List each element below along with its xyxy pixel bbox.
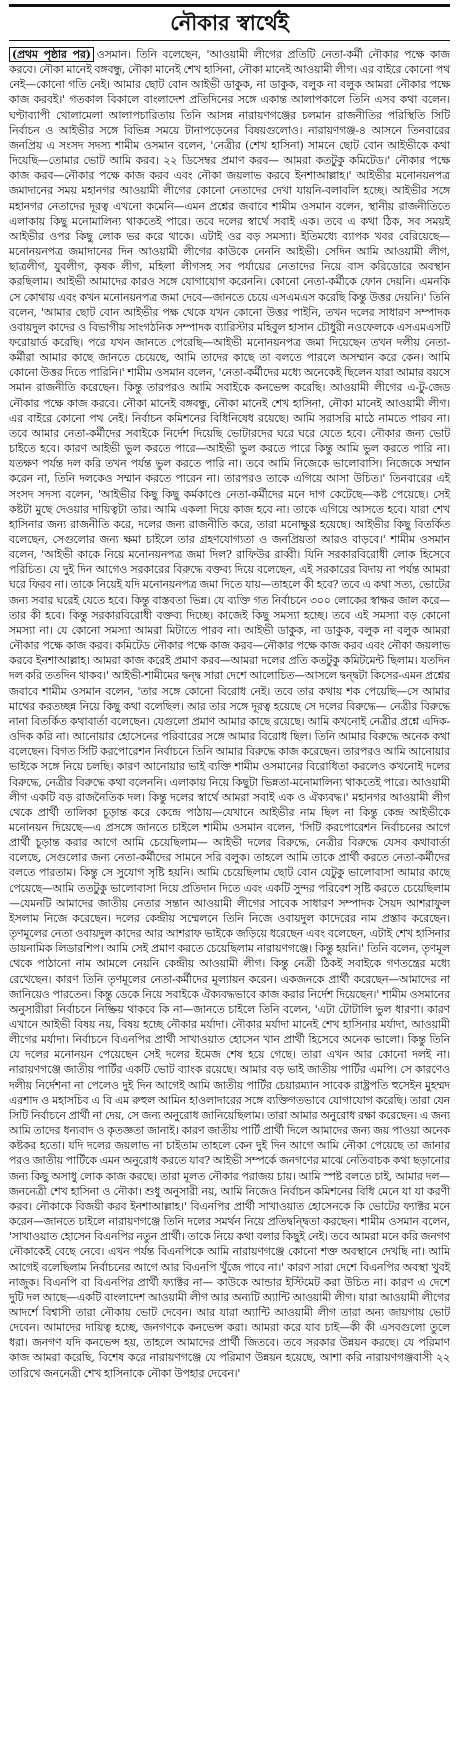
- headline-box: [9, 4, 450, 41]
- headline: নৌকার স্বার্থেই: [170, 11, 289, 35]
- page: [9, 0, 450, 1381]
- continued-label: (প্রথম পৃষ্ঠার পর): [9, 47, 94, 62]
- paragraph-text: ওসমান। তিনি বলেছেন, 'আওয়ামী লীগের প্রতিটি নেতা-কর্মী নৌকার পক্ষে কাজ করবে। নৌকা মানেই বঙ্গবন্ধু, নৌকা মানেই শেখ হাসিনা, নৌকা মানেই আওয়ামী লীগ। এর বাইরে কোনো পথ নেই—কোনো গতি নেই। আমার ছোট বোন আইভী ডাকুক, না ডাকুক, বলুক না বলুক আমরা নৌকার পক্ষে কাজ করবই।' গতকাল বিকালে বাংলাদেশ প্রতিদিনের সঙ্গে একান্ত আলাপকালে তিনি এসব কথা বলেন। ঘণ্টাব্যাপী খোলামেলা আলাপচারিতায় তিনি আসন্ন নারায়ণগঞ্জের চলমান রাজনীতির পরিস্থিতি সিটি নির্বাচন ও আইভীর সঙ্গে বিভিন্ন সময়ে টানাপড়েনের বিষয়গুলোও। নারায়ণগঞ্জ-৪ আসনে তিনবারের জনপ্রিয় এ সংসদ সদস্য শামীম ওসমান বলেন, 'নেত্রীর (শেখ হাসিনা) সামনে ছোট বোন আইভীকে কথা দিয়েছি—তোমার ভোট আমি করব। ২২ ডিসেম্বর প্রমাণ করব— আমরা কতটুকু কমিটেড।' নৌকার পক্ষে কাজ করব—নৌকার পক্ষে কাজ করব এবং নৌকা জয়লাভ করবে ইনশাআল্লাহ।' আইভীর মনোনয়নপত্র জমাদানের সময় মহানগর আওয়ামী লীগের কোনো নেতাদের দেখা যায়নি-বলাবলি হচ্ছে। আইভীর সঙ্গে মহানগর নেতাদের দূরত্ব এখনো কমেনি—এমন প্রশ্নের জবাবে শামীম ওসমান বলেন, স্থানীয় রাজনীতিতে এলাকায় কিছু মনোমালিন্য থাকতেই পারে। তবে দলের স্বার্থে সবাই এক। তবে এ কথা ঠিক, সব সময়ই আইভীর ওপর কিছু লোক ভর করে থাকে। এটাই ওর বড় সমস্যা। ইতিমধ্যে ব্যাপক খবর বেরিয়েছে—মনোনয়নপত্র জমাদানের দিন আওয়ামী লীগের কাউকে নেননি আইভী। সেদিন আমি আওয়ামী লীগ, ছাত্রলীগ, যুবলীগ, কৃষক লীগ, মহিলা লীগসহ সব পর্যায়ের নেতাদের নিয়ে বাস করিডোরে অবস্থান করছিলাম। আইভী আমাদের কারও সঙ্গে যোগাযোগ করেননি। কোনো নেতা-কর্মীকে ফোন দেয়নি। এমনকি সে কোথায় এবং কখন মনোনয়নপত্র জমা দেবে—জানতে চেয়ে এসএমএস করেছি কিন্তু উত্তর দেয়নি।' তিনি বলেন, 'আমার ছোট বোন আইভীর পক্ষ থেকে যখন কোনো উত্তর পাইনি, তখন দলের সাধারণ সম্পাদক ওবায়দুল কাদের ও বিভাগীয় সাংগঠনিক সম্পাদক ব্যারিস্টার মহিবুল হাসান চৌধুরী নওফেলকে এসএমএসটি ফরোয়ার্ড করেছি। পরে যখন জানতে পেরেছি—আইভী মনোনয়নপত্র জমা দিয়েছেন তখন দলীয় নেতা-কর্মীরা আমার কাছে জানতে চেয়েছে, আমি তাদের কাছে তা বলতে পারলে অসম্মান করে কেন। আমি কোনো উত্তর দিতে পারিনি।' শামীম ওসমান বলেন, 'নেতা-কর্মীদের মধ্যে অনেকেই ছিলেন যারা আমার বয়সে সমান রাজনীতি করেছেন। কিন্তু তারপরও আমি সবাইকে কনভেন্স করেছি। আওয়ামী লীগের এ-টু-জেড নৌকার পক্ষে কাজ করবে। নৌকা মানেই বঙ্গবন্ধু, নৌকা মানেই শেখ হাসিনা, নৌকা মানেই আওয়ামী লীগ। এর বাইরে কোনো পথ নেই। নির্বাচন কমিশনের বিধিনিষেধ রয়েছে। আমি সরাসরি মাঠে নামতে পারব না। তবে আমার নেতা-কর্মীদের সবাইকে নির্দেশ দিয়েছি ভোটারদের ঘরে ঘরে যেতে হবে। নৌকার জন্য ভোট চাইতে হবে। কারণ আইভী ভুল করতে পারে—আইভী ভুল করতে পারে কিন্তু আমি ভুল করতে পারি না। যতক্ষণ পর্যন্ত দল করি তখন পর্যন্ত ভুল করতে পারি না। তবে আমি নিজেকে ভালোবাসি। নিজেকে সম্মান করেন না, তিনি দলকেও সম্মান করতে পারেন না। তারপরও তাকে এগিয়ে আসা উচিত।' তিনবারের এই সংসদ সদস্য বলেন, 'আইভীর কিছু কিছু কর্মকাণ্ডে নেতা-কর্মীদের মনে দাগ কেটেছে—কষ্ট পেয়েছে। সেই কষ্টটা মুছে দেওয়ার দায়িত্বটা তার। আমি একলা দিয়ে কাজ হবে না। তাকে এগিয়ে আসতে হবে। যারা শেখ হাসিনার জন্য রাজনীতি করে, দলের জন্য রাজনীতি করে, তারা মনোক্ষুণ্ণ হয়েছে। আইভীর কিছু বিতর্কিত বলেছেন, সেগুলোর জন্য ক্ষমা চাইলে তার গ্রহণযোগ্যতা ও জনপ্রিয়তা আরও বাড়বে।' শামীম ওসমান বলেন, 'আইভী কাকে নিয়ে মনোনয়নপত্র জমা দিল? রাফিউর রাব্বী। যিনি সরকারবিরোধী লোক হিসেবে পরিচিত। যে দুই দিন আগেও সরকারের বিরুদ্ধে বক্তব্য দিয়ে বলেছেন, এই সরকারের বিদায় না পর্যন্ত আমরা ঘরে ফিরব না। তাকে নিয়েই যদি মনোনয়নপত্র জমা দিতে যায়—তাহলে কী হবে? তবে এ কথা সত্য, ভোটের জন্য সবার ঘরেই যেতে হবে। কিন্তু বাস্তবতা ভিন্ন। যে ব্যক্তি গত নির্বাচনে ৩০০ লোকের স্বাক্ষর জাল করে—তার কী হবে। কিন্তু সরকারবিরোধী বক্তব্য দিচ্ছে। কাজেই কিছু সমস্যা হচ্ছে। তবে এই সমস্যা বড় কোনো সমস্যা না। যে কোনো সমস্যা আমরা মিটাতে পারব না। আইভী ডাকুক, না ডাকুক, বলুক না বলুক আমরা নৌকার পক্ষে কাজ করব। কমিটেড নৌকার পক্ষে কাজ করব—নৌকার পক্ষে কাজ করব এবং নৌকা জয়লাভ করবে ইনশাআল্লাহ। আমরা কাজ করেই প্রমাণ করব—আমরা দলের প্রতি কতটুকু কমিটমেন্ট ছিলাম। যতদিন দল করি ততদিন থাকব।' আইভী-শামীমের দ্বন্দ্ব সারা দেশে আলোচিত—আসলে দ্বন্দ্বটা কিসের-এমন প্রশ্নের জবাবে শামীম ওসমান বলেন, 'তার সঙ্গে কোনো বিরোধ নেই। তবে তার কথায় শক পেয়েছি—সে আমার মাথের করতচ্ছন্ন নিয়ে কিছু কথা বলেছিল। আর তার সঙ্গে দূরত্ব হয়েছে সে দলের বিরুদ্ধে— নেত্রীর বিরুদ্ধে নানা বিতর্কিত কথাবার্তা বলেছেন। যেগুলো প্রমাণ আমার কাছে রয়েছে। আমি কখনোই নেত্রীর প্রশ্নে এদিক-ওদিক করি না। আনোয়ার হোসেনের পরিবারের সঙ্গে আমার বিরোধ ছিল। তিনি আমার বিরুদ্ধে অনেক কথা বলেছেন। বিগত সিটি করপোরেশন নির্বাচনে তিনি আমার বিরুদ্ধে কাজ করেছেন। তারপরও আমি আনোয়ার ভাইকে সঙ্গে নিয়ে চলছি। কারণ আনোয়ার ভাই ব্যক্তি শামীম ওসমানের বিরোধিতা করলেও কখনোই দলের বিরুদ্ধে, নেত্রীর বিরুদ্ধে কথা বলেননি। এলাকায় নিয়ে কিছুটা ভিন্নতা-মনোমালিন্য থাকতেই পারে। আওয়ামী লীগ একটি বড় রাজনৈতিক দল। কিন্তু দলের স্বার্থে আমরা সবাই এক ও ঐক্যবদ্ধ।' মহানগর আওয়ামী লীগ থেকে প্রার্থী তালিকা চূড়ান্ত করে কেন্দ্রে পাঠায়—যেখানে আইভীর নাম ছিল না কিন্তু কেন্দ্র আইভীকে মনোনয়ন দিয়েছে—এ প্রসঙ্গে জানতে চাইলে শামীম ওসমান বলেন, 'সিটি করপোরেশন নির্বাচনের আগে প্রার্থী চূড়ান্ত করার আগে আমি চেয়েছিলাম— আইভী দলের বিরুদ্ধে, নেত্রীর বিরুদ্ধে যেসব কথাবার্তা বলেছে, সেগুলোর জন্য নেতা-কর্মীদের সামনে সরি বলুক। তাহলে আমি তাকে প্রার্থী করতে নেতা-কর্মীদের বলতে পারতাম। কিন্তু সে সুযোগ সৃষ্টি হয়নি। আমি চেয়েছিলাম ছোট বোন যেটুকু ভালোবাসা আমার কাছে পেয়েছে—আমি ততটুকু ভালোবাসা দিয়ে প্রতিদান দিতে এবং একটি সুন্দর পরিবেশ সৃষ্টি করতে চেয়েছিলাম—যেমনটি আমাদের জাতীয় নেতার সন্তান আওয়ামী লীগের সাবেক সাধারণ সম্পাদক সৈয়দ আশরাফুল ইসলাম নিজে করেছেন। দলের কেন্দ্রীয় সম্মেলনে তিনি নিজে ওবায়দুল কাদেরের নাম প্রস্তাব করেছেন। তৃণমূলের নেতা ওবায়দুল কাদের আর আশরাফ ভাইকে জড়িয়ে ধরেছেন এবং বলেছেন, এটাই শেখ হাসিনার ডায়নামিক লিডারশিপ। আমি সেই প্রমাণ করতে চেয়েছিলাম নারায়ণগঞ্জে। কিন্তু হয়নি।' তিনি বলেন, তৃণমূল থেকে পাঠানো নাম আমলে নেয়নি কেন্দ্রীয় আওয়ামী লীগ। কিন্তু নেত্রী ঠিকই সবাইকে গণতন্ত্রের মধ্যে রেখেছেন। কারণ তিনি তৃণমূলের নেতা-কর্মীদের মূল্যায়ন করেন। একজনকে প্রার্থী করেছেন—আমাদের না জানিয়েও পারতেন। কিন্তু ডেকে নিয়ে সবাইকে ঐক্যবদ্ধভাবে কাজ করার নির্দেশ দিয়েছেন।' শামীম ওসমানের অনুসারীরা নির্বাচনে নিষ্ক্রিয় থাকবে কি না—জানতে চাইলে তিনি বলেন, 'এটা টোটালি ভুল ধারণা। কারণ এখানে আইভী বিষয় নয়, বিষয় হচ্ছে নৌকার মর্যাদা। নৌকার মর্যাদা মানেই শেখ হাসিনার মর্যাদা, আওয়ামী লীগের মর্যাদা। নির্বাচনে বিএনপির প্রার্থী সাখাওয়াত হোসেন খান প্রার্থী হিসেবে অনেক ভালো। কিন্তু তিনি যে দলের মনোনয়ন পেয়েছেন সেই দলের ইমেজ শেষ হয়ে গেছে। তারা এখন আর কোনো দলই না। নারায়ণগঞ্জে জাতীয় পার্টির একটি ভোট ব্যাংক রয়েছে। আমার বড় ভাই জাতীয় পার্টির এমপি। সে কারণেও দলীয় নির্দেশনা না পেলেও দুই দিন আগেই আমি জাতীয় পার্টির চেয়ারম্যান সাবেক রাষ্ট্রপতি হুসেইন মুহম্মদ এরশাদ ও মহাসচিব এ বি এম রুহুল আমিন হাওলাদারের সঙ্গে ব্যক্তিগতভাবে যোগাযোগ করেছি। তারা যেন সিটি নির্বাচনে প্রার্থী না দেয়, সে জন্য অনুরোধ জানিয়েছিলাম। তারা আমার অনুরোধ রক্ষা করেছেন। এ জন্য আমি তাদের ধন্যবাদ ও কৃতজ্ঞতা জানাই। কারণ জাতীয় পার্টি প্রার্থী দিলে আমাদের জন্য জয় পাওয়া অনেক কষ্টকর হতো। যদি দলের জয়লাভ না চাইতাম তাহলে কেন দুই দিন আগে আমি নৌকা পেয়েছে তা জানার পরও জাতীয় পার্টিকে এমন অনুরোধ করতে যাব? আইভী সম্পর্কে জনগণের মাঝে নেতিবাচক কথা ছড়ানোর জন্য কিছু অসাধু লোক কাজ করছে। তারা মূলত নৌকার পরাজয় চায়। আমি স্পষ্ট বলতে চাই, আমার দল—জননেত্রী শেখ হাসিনা ও নৌকা। শুধু অনুসারী নয়, আমি নিজেও নির্বাচন কমিশনের বিধি মেনে যা যা করণী করব। নৌকাকে বিজয়ী করব ইনশাআল্লাহ।' বিএনপির প্রার্থী সাখাওয়াত হোসেনকে কি ভোটের ফ্যাক্টর মনে করেন—জানতে চাইলে নারায়ণগঞ্জে তিনি দলের সমর্থন নিয়ে প্রতিদ্বন্দ্বিতা করছেন। শামীম ওসমান বলেন, 'সাখাওয়াত হোসেন বিএনপির নতুন প্রার্থী। তাকে নিয়ে কথা বলার কিছুই নেই। তবে আমরা মনে করি জনগণ নৌকাকেই বেছে নেবে। এখন পর্যন্ত বিএনপিকে আমি নারায়ণগঞ্জে কোনো শক্ত অবস্থানে দেখছি না। আমি আগেই বলেছিলাম নির্বাচনের আগে আর বিএনপি খুঁজে পাবে না।' কারণ সারা দেশে বিএনপির অবস্থা খুবই নাজুক। বিএনপি বা বিএনপির প্রার্থী ফ্যাক্টর না— কাউকে আন্ডার ইস্টিমেট করা উচিত না। কারণ এ দেশে দুটি দল আছে—একটি বাংলাদেশ আওয়ামী লীগ আর অন্যটি অ্যান্টি আওয়ামী লীগ। যারা আওয়ামী লীগের আদর্শে বিশ্বাসী তারা নৌকায় ভোট দেবেন। আর যারা অ্যান্টি আওয়ামী লীগ তারা অন্য জায়গায় ভোট দেবেন। আমাদের দায়িত্ব হচ্ছে, জনগণকে কনভেন্স করা। আমরা করে যাব চাই—কী কী এসবগুলো তুলে ধরা। জনগণ যদি কনভেন্স হয়, তাহলে আমাদের প্রার্থী জিতবে। তবে সরকার উন্নয়ন করছে। যে পরিমাণ কাজ আমরা করেছি, বিশেষ করে নারায়ণগঞ্জে যে পরিমাণ উন্নয়ন হয়েছে, আশা করি নারায়ণগঞ্জবাসী ২২ তারিখে জননেত্রী শেখ হাসিনাকে নৌকা উপহার দেবেন।': [9, 48, 450, 1380]
- article-paragraph: [9, 47, 450, 1381]
- article-body: [9, 47, 450, 1381]
